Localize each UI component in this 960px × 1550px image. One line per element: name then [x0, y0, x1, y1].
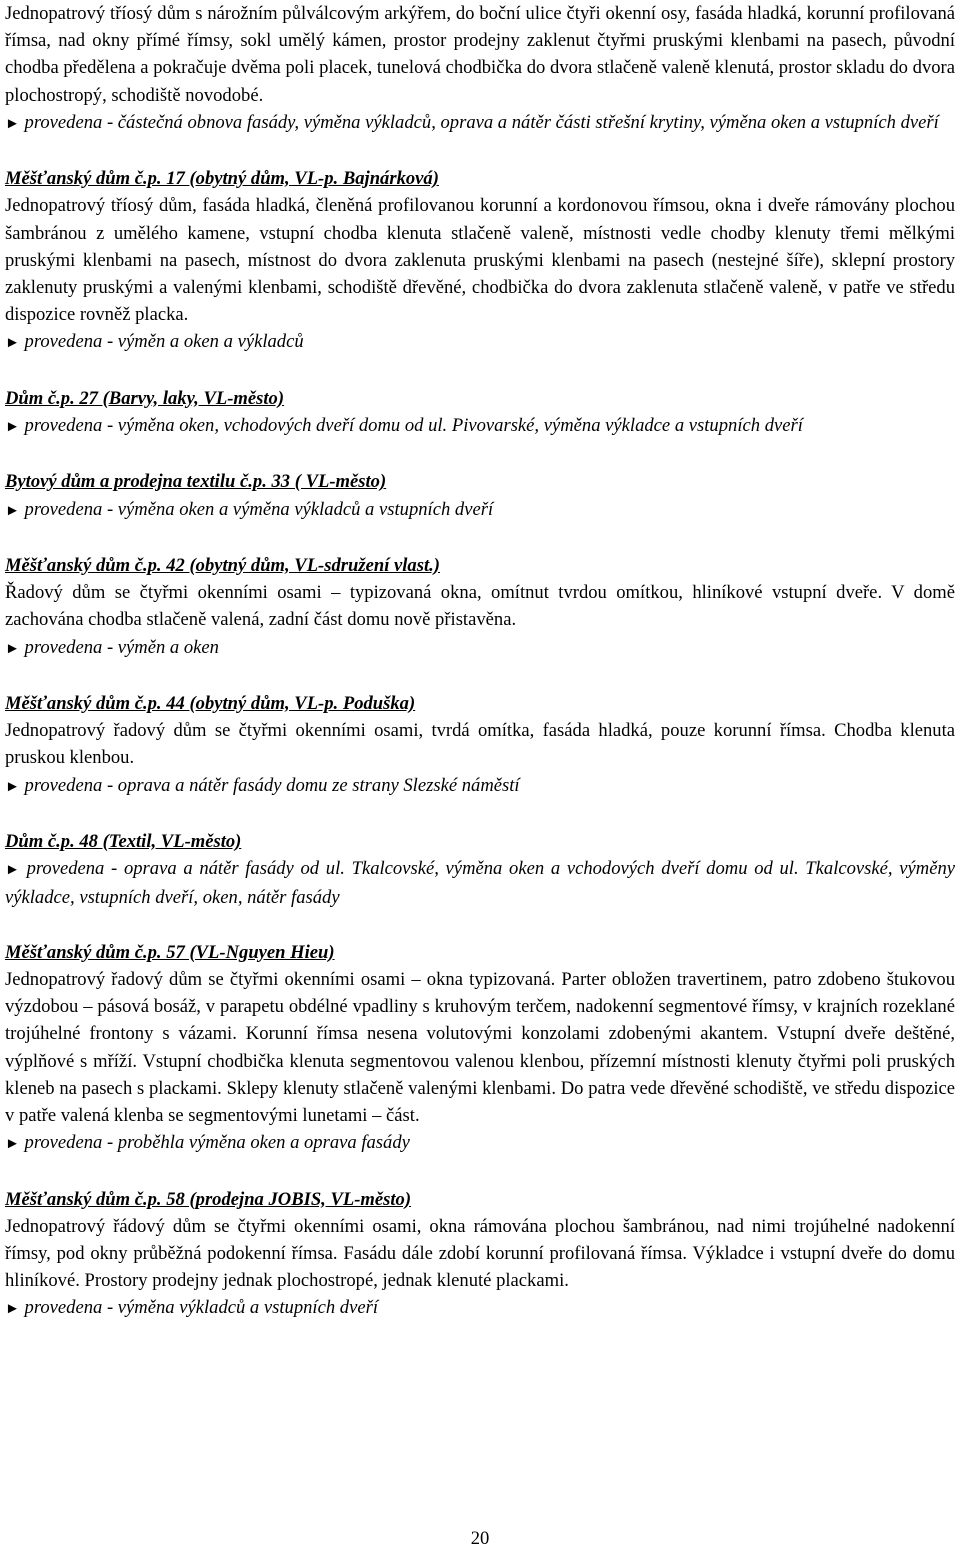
spacer	[5, 663, 955, 690]
bullet-icon: ►	[5, 502, 20, 519]
document-page	[5, 0, 955, 1324]
bullet-icon: ►	[5, 862, 20, 879]
entry-section	[5, 939, 955, 1159]
entry-text: Řadový dům se čtyřmi okenními osami – typizovaná okna, omítnut tvrdou omítkou, hliníkové vstupní dveře. V domě zachována chodba stlačeně valená, zadní část domu nově přistavěna.	[5, 582, 955, 631]
entry-action-text: provedena - výměna oken, vchodových dveří domu od ul. Pivovarské, výměna výkladce a vstupních dveří	[24, 415, 803, 437]
entry-action	[5, 1129, 955, 1158]
spacer	[5, 441, 955, 468]
entry-heading: Měšťanský dům č.p. 44 (obytný dům, VL-p. Poduška)	[5, 693, 416, 714]
entry-heading: Měšťanský dům č.p. 17 (obytný dům, VL-p. Bajnárková)	[5, 168, 439, 190]
bullet-icon: ►	[5, 419, 20, 436]
intro-action	[5, 109, 955, 138]
entry-action	[5, 772, 955, 801]
bullet-icon: ►	[5, 115, 20, 132]
entry-section	[5, 165, 955, 357]
entry-text: Jednopatrový řadový dům se čtyřmi okenními osami – okna typizovaná. Parter obložen travertinem, patro zdobeno štukovou výzdobou – pásová bosáž, v parapetu obdélné vpadliny s kruhovým terčem, nadokenní segmentové římsy, v krajních rozeklané trojúhelné frontony s vázami. Korunní římsa nesena volutovými konzolami zdobenými akantem. Vstupní dveře deštěné, výplňové s mříží. Vstupní chodbička klenuta segmentovou valenou klenbou, přízemní místnosti klenuty čtyřmi poli pruských kleneb na pasech s plackami. Sklepy klenuty stlačeně valenými klenbami. Do patra vede dřevěné schodiště, ve středu dispozice v patře valená klenba se segmentovými lunetami – část.	[5, 969, 955, 1127]
bullet-icon: ►	[5, 1136, 20, 1153]
entry-action	[5, 1294, 955, 1323]
entry-action	[5, 855, 955, 911]
entry-section	[5, 385, 955, 441]
entry-heading: Dům č.p. 48 (Textil, VL-město)	[5, 831, 242, 852]
entry-action-text: provedena - proběhla výměna oken a oprava fasády	[24, 1132, 410, 1154]
entry-action	[5, 496, 955, 525]
entry-action-text: provedena - výměn a oken a výkladců	[24, 331, 304, 353]
entry-action	[5, 328, 955, 357]
entry-text: Jednopatrový řadový dům se čtyřmi okenními osami, tvrdá omítka, fasáda hladká, pouze korunní římsa. Chodba klenuta pruskou klenbou.	[5, 720, 955, 769]
entry-heading: Měšťanský dům č.p. 42 (obytný dům, VL-sdružení vlast.)	[5, 555, 440, 576]
entry-section	[5, 690, 955, 801]
entry-text: Jednopatrový řádový dům se čtyřmi okenními osami, okna rámována plochou šambránou, nad nimi trojúhelné nadokenní římsy, pod okny průběžná podokenní římsa. Fasádu dále zdobí korunní profilovaná římsa. Výkladce i vstupní dveře do domu hliníkové. Prostory prodejny jednak plochostropé, jednak klenuté plackami.	[5, 1215, 955, 1292]
entry-heading: Měšťanský dům č.p. 58 (prodejna JOBIS, VL-město)	[5, 1188, 412, 1210]
entry-action	[5, 634, 955, 663]
bullet-icon: ►	[5, 335, 20, 352]
spacer	[5, 801, 955, 828]
intro-action-text: provedena - částečná obnova fasády, výměna výkladců, oprava a nátěr části střešní krytiny, výměna oken a vstupních dveří	[24, 111, 939, 133]
entry-heading: Měšťanský dům č.p. 57 (VL-Nguyen Hieu)	[5, 941, 335, 963]
spacer	[5, 358, 955, 385]
entry-heading: Bytový dům a prodejna textilu č.p. 33 ( VL-město)	[5, 471, 387, 493]
intro-section	[5, 0, 955, 138]
entry-section	[5, 1186, 955, 1324]
page-number: 20	[470, 1528, 490, 1549]
entry-heading: Dům č.p. 27 (Barvy, laky, VL-město)	[5, 387, 285, 409]
spacer	[5, 525, 955, 552]
spacer	[5, 1158, 955, 1185]
intro-text: Jednopatrový tříosý dům s nárožním půlválcovým arkýřem, do boční ulice čtyři okenní osy, fasáda hladká, korunní profilovaná římsa, nad okny přímé římsy, sokl umělý kámen, prostor prodejny zaklenut čtyřmi pruskými klenbami na pasech, původní chodba předělena a pokračuje dvěma poli placek, tunelová chodbička do dvora stlačeně valeně klenutá, prostor skladu do dvora plochostropý, schodiště novodobé.	[5, 3, 955, 106]
entry-section	[5, 468, 955, 524]
entry-action-text: provedena - výměna výkladců a vstupních dveří	[24, 1297, 378, 1319]
entry-action-text: provedena - výměna oken a výměna výkladců a vstupních dveří	[24, 498, 494, 520]
bullet-icon: ►	[5, 778, 20, 795]
spacer	[5, 912, 955, 939]
entry-action-text: provedena - výměn a oken	[24, 636, 219, 658]
entry-action-text: provedena - oprava a nátěr fasády od ul. Tkalcovské, výměna oken a vchodových dveří domu od ul. Tkalcovské, výměny výkladce, vstupních dveří, oken, nátěr fasády	[5, 858, 955, 909]
entry-section	[5, 828, 955, 912]
bullet-icon: ►	[5, 640, 20, 657]
entry-text: Jednopatrový tříosý dům, fasáda hladká, členěná profilovanou korunní a kordonovou římsou, okna i dveře rámovány plochou šambránou z umělého kamene, vstupní chodba klenuta stlačeně valeně, místnosti vedle chodby klenuty třemi mělkými pruskými klenbami na pasech, místnost do dvora zaklenuta pruskými klenbami na pasech (nestejné šíře), sklepní prostory zaklenuty pruskými a valenými klenbami, schodiště dřevěné, chodbička do dvora zaklenuta stlačeně valeně, v patře ve středu dispozice rovněž placka.	[5, 195, 955, 326]
spacer	[5, 138, 955, 165]
entry-action-text: provedena - oprava a nátěr fasády domu ze strany Slezské náměstí	[24, 774, 520, 796]
entry-action	[5, 412, 955, 441]
entry-section	[5, 552, 955, 663]
bullet-icon: ►	[5, 1301, 20, 1318]
